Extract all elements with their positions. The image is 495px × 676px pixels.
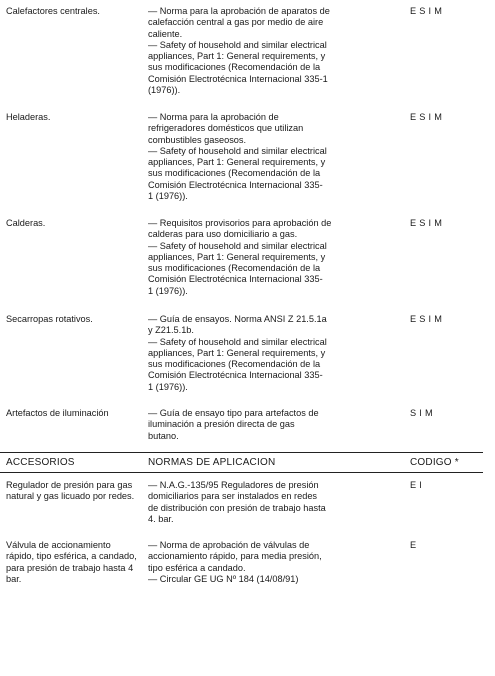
norma-cell — [148, 314, 330, 393]
artefacto-cell — [6, 408, 134, 419]
norma-line: butano. — [148, 430, 179, 441]
norma-line: — Requisitos provisorios para aprobación de — [148, 218, 332, 228]
norma-line: tipo esférica a candado. — [148, 562, 246, 573]
codigo-cell: S I M — [410, 408, 433, 418]
norma-line: 4. bar. — [148, 513, 174, 524]
codigo-cell: E S I M — [410, 314, 443, 324]
header-codigo: CODIGO * — [410, 457, 459, 468]
norma-line: — N.A.G.-135/95 Reguladores de presión — [148, 480, 319, 490]
norma-line: sus modificaciones (Recomendación de la — [148, 168, 321, 179]
norma-line: accionamiento rápido, para media presión, — [148, 551, 322, 562]
item-name-line: rápido, tipo esférica, a candado, — [6, 551, 137, 562]
norma-line: Comisión Electrotécnica Internacional 335- — [148, 274, 323, 285]
norma-line: sus modificaciones (Recomendación de la — [148, 359, 321, 370]
item-name-line: natural y gas licuado por redes. — [6, 491, 135, 502]
norma-line: — Norma para la aprobación de aparatos de — [148, 6, 330, 16]
codigo-cell: E I — [410, 480, 423, 490]
norma-line: — Safety of household and similar electrical — [148, 39, 327, 50]
norma-line: Comisión Electrotécnica Internacional 335-1 — [148, 73, 328, 84]
norma-line: sus modificaciones (Recomendación de la — [148, 263, 321, 274]
norma-cell — [148, 408, 330, 442]
norma-line: domiciliarios para ser instalados en redes — [148, 491, 318, 502]
norma-line: — Norma para la aprobación de — [148, 112, 279, 122]
artefacto-cell — [6, 112, 134, 123]
item-name-line: Calefactores centrales. — [6, 6, 100, 16]
item-name-line: Válvula de accionamiento — [6, 540, 111, 550]
norma-line: Comisión Electrotécnica Internacional 335- — [148, 370, 323, 381]
norma-cell — [148, 112, 330, 202]
norma-line: — Circular GE UG Nº 184 (14/08/91) — [148, 573, 299, 584]
item-name-line: bar. — [6, 573, 22, 584]
codigo-cell: E — [410, 540, 417, 550]
norma-line: — Norma de aprobación de válvulas de — [148, 540, 310, 550]
norma-line: calderas para uso domiciliario a gas. — [148, 229, 298, 240]
norma-line: caliente. — [148, 28, 183, 39]
artefacto-cell — [6, 218, 134, 229]
norma-line: 1 (1976)). — [148, 191, 188, 202]
norma-line: — Safety of household and similar electrical — [148, 145, 327, 156]
norma-line: appliances, Part 1: General requirements, y — [148, 251, 326, 262]
norma-line: appliances, Part 1: General requirements, y — [148, 51, 326, 62]
artefacto-cell — [6, 314, 134, 325]
codigo-cell: E S I M — [410, 6, 443, 16]
norma-line: iluminación a presión directa de gas — [148, 419, 295, 430]
norma-line: Comisión Electrotécnica Internacional 335- — [148, 179, 323, 190]
norma-line: 1 (1976)). — [148, 381, 188, 392]
norma-cell — [148, 540, 330, 585]
norma-line: — Guía de ensayo tipo para artefactos de — [148, 408, 319, 418]
item-name-line: Artefactos de iluminación — [6, 408, 109, 418]
item-name-line: Secarropas rotativos. — [6, 314, 93, 324]
norma-line: refrigeradores domésticos que utilizan — [148, 123, 304, 134]
norma-line: appliances, Part 1: General requirements, y — [148, 347, 326, 358]
section-header-accesorios — [0, 457, 495, 471]
norma-cell — [148, 6, 330, 96]
accesorio-cell — [6, 480, 134, 503]
section-divider-top — [0, 452, 483, 453]
norma-line: — Safety of household and similar electrical — [148, 336, 327, 347]
codigo-cell: E S I M — [410, 112, 443, 122]
norma-line: appliances, Part 1: General requirements, y — [148, 157, 326, 168]
norma-line: (1976)). — [148, 85, 181, 96]
norma-cell — [148, 218, 330, 297]
norma-line: y Z21.5.1b. — [148, 325, 194, 336]
norma-line: sus modificaciones (Recomendación de la — [148, 62, 321, 73]
norma-line: combustibles gaseosos. — [148, 134, 247, 145]
norma-cell — [148, 480, 330, 525]
item-name-line: para presión de trabajo hasta 4 — [6, 562, 134, 573]
codigo-cell: E S I M — [410, 218, 443, 228]
item-name-line: Regulador de presión para gas — [6, 480, 133, 490]
item-name-line: Heladeras. — [6, 112, 51, 122]
artefacto-cell — [6, 6, 134, 17]
section-divider-bottom — [0, 472, 483, 473]
item-name-line: Calderas. — [6, 218, 46, 228]
accesorio-cell — [6, 540, 137, 585]
norma-line: de distribución con presión de trabajo hasta — [148, 502, 326, 513]
header-normas: NORMAS DE APLICACION — [148, 457, 276, 468]
norma-line: — Guía de ensayos. Norma ANSI Z 21.5.1a — [148, 314, 327, 324]
norma-line: 1 (1976)). — [148, 285, 188, 296]
header-accesorios: ACCESORIOS — [6, 457, 75, 468]
norma-line: — Safety of household and similar electrical — [148, 240, 327, 251]
norma-line: calefacción central a gas por medio de aire — [148, 17, 324, 28]
